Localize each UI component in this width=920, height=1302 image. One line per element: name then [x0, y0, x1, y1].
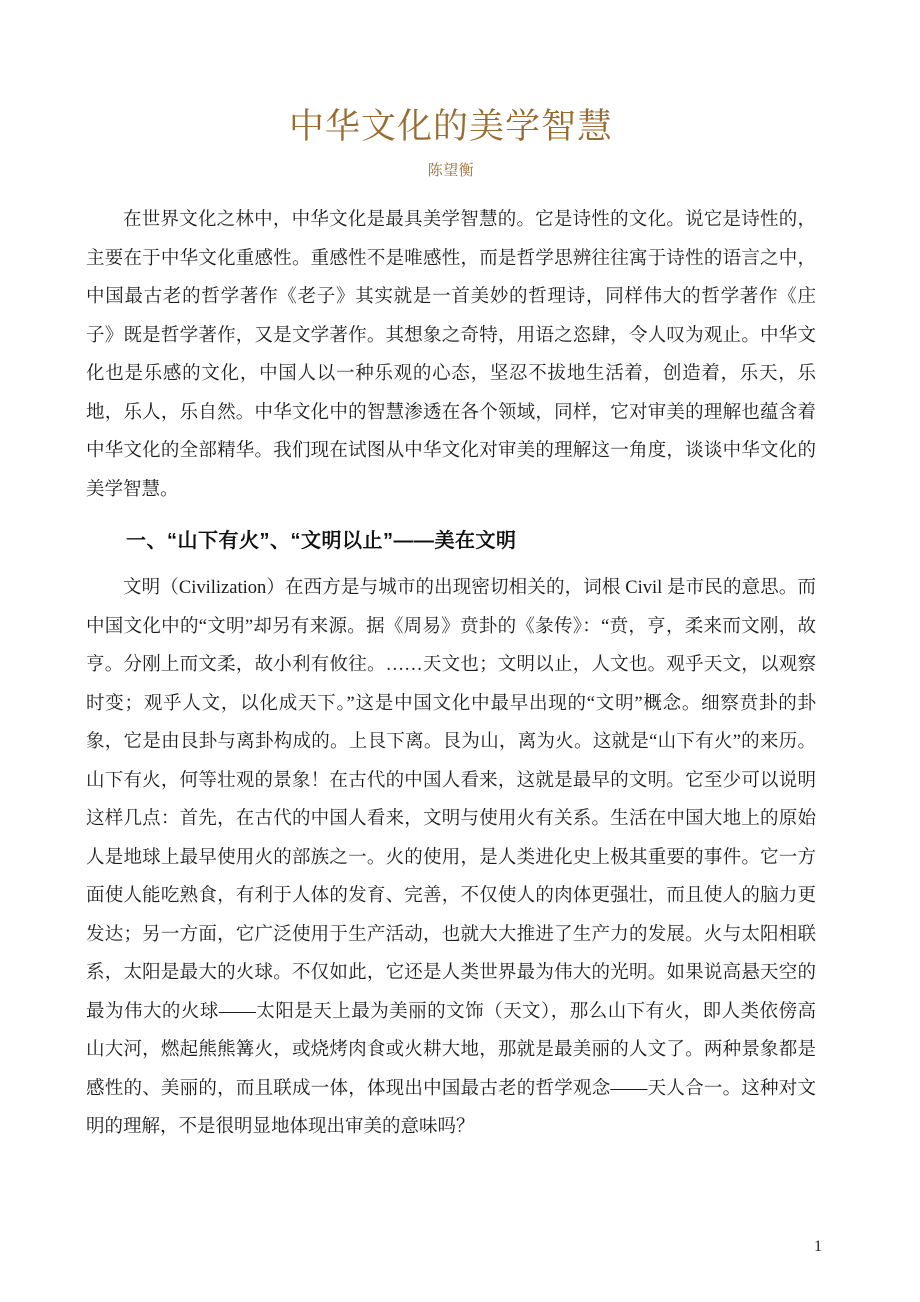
author-byline: 陈望衡	[427, 163, 475, 179]
paragraph-intro: 在世界文化之林中，中华文化是最具美学智慧的。它是诗性的文化。说它是诗性的，主要在于中华文化重感性。重感性不是唯感性，而是哲学思辨往往寓于诗性的语言之中，中国最古老的哲学著作《老子》其实就是一首美妙的哲理诗，同样伟大的哲学著作《庄子》既是哲学著作，又是文学著作。其想象之奇特，用语之恣肆，令人叹为观止。中华文化也是乐感的文化，中国人以一种乐观的心态，坚忍不拔地生活着，创造着，乐天，乐地，乐人，乐自然。中华文化中的智慧渗透在各个领域，同样，它对审美的理解也蕴含着中华文化的全部精华。我们现在试图从中华文化对审美的理解这一角度，谈谈中华文化的美学智慧。	[86, 210, 816, 500]
paragraph-section-1-body: 文明（Civilization）在西方是与城市的出现密切相关的，词根 Civil 是市民的意思。而中国文化中的“文明”却另有来源。据《周易》贲卦的《彖传》：“贲，亨，柔来而文刚，故亨。分刚上而文柔，故小利有攸往。……天文也；文明以止，人文也。观乎天文，以观察时变；观乎人文，以化成天下。”这是中国文化中最早出现的“文明”概念。细察贲卦的卦象，它是由艮卦与离卦构成的。上艮下离。艮为山，离为火。这就是“山下有火”的来历。山下有火，何等壮观的景象！在古代的中国人看来，这就是最早的文明。它至少可以说明这样几点：首先，在古代的中国人看来，文明与使用火有关系。生活在中国大地上的原始人是地球上最早使用火的部族之一。火的使用，是人类进化史上极其重要的事件。它一方面使人能吃熟食，有利于人体的发育、完善，不仅使人的肉体更强壮，而且使人的脑力更发达；另一方面，它广泛使用于生产活动，也就大大推进了生产力的发展。火与太阳相联系，太阳是最大的火球。不仅如此，它还是人类世界最为伟大的光明。如果说高悬天空的最为伟大的火球——太阳是天上最为美丽的文饰（天文），那么山下有火，即人类依傍高山大河，燃起熊熊篝火，或烧烤肉食或火耕大地，那就是最美丽的人文了。两种景象都是感性的、美丽的，而且联成一体，体现出中国最古老的哲学观念——天人合一。这种对文明的理解，不是很明显地体现出审美的意味吗？	[86, 578, 816, 1137]
section-heading-1: 一、“山下有火”、“文明以止”——美在文明	[126, 530, 517, 552]
page-number: 1	[814, 1238, 822, 1255]
page-title: 中华文化的美学智慧	[288, 107, 613, 146]
page-content	[86, 0, 816, 1147]
